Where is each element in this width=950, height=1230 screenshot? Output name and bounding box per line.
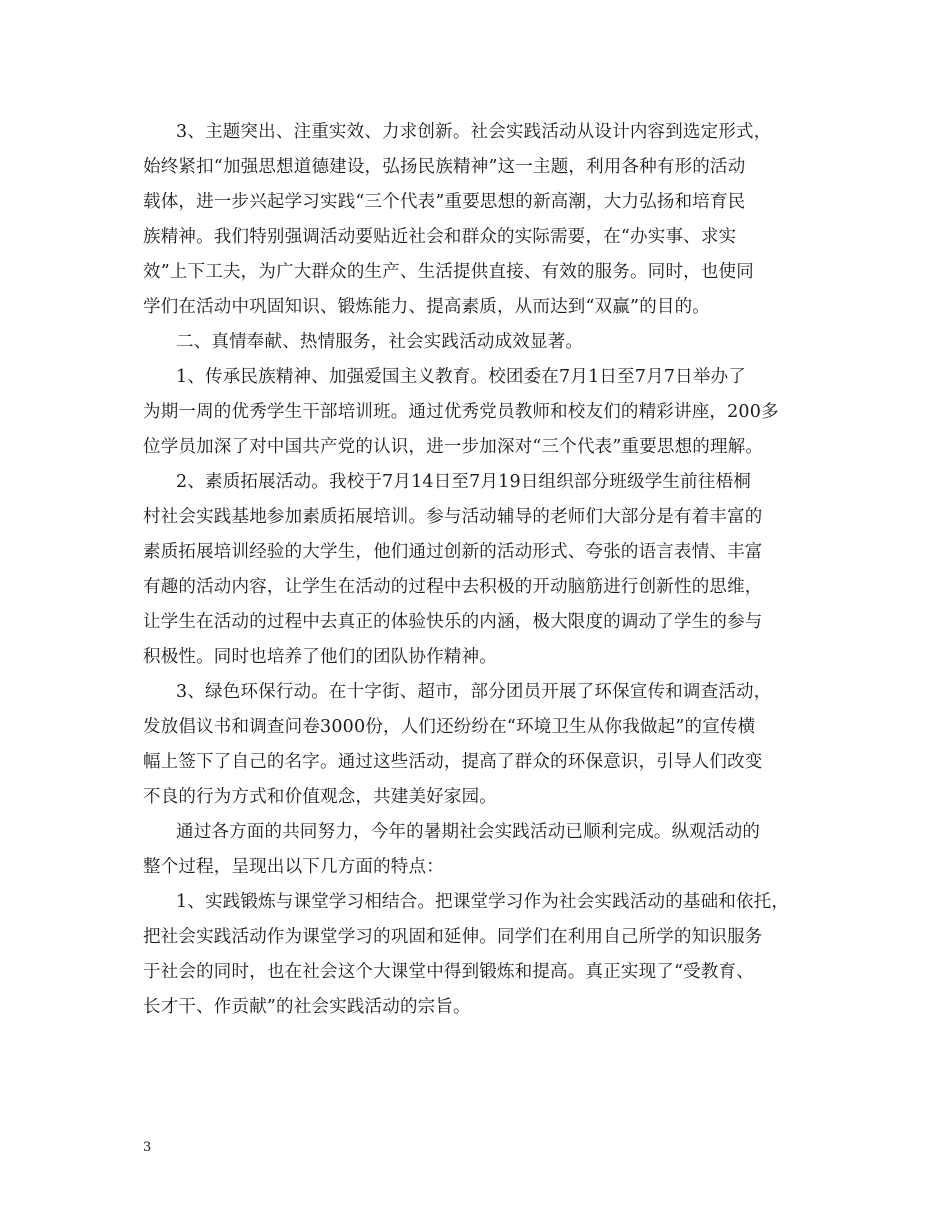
paragraph-line: 1、实践锻炼与课堂学习相结合。把课堂学习作为社会实践活动的基础和依托， (176, 892, 790, 912)
paragraph-line: 3、绿色环保行动。在十字街、超市，部分团员开展了环保宣传和调查活动， (176, 682, 772, 702)
section-heading: 二、真情奉献、热情服务，社会实践活动成效显著。 (176, 332, 584, 352)
paragraph-line: 让学生在活动的过程中去真正的体验快乐的内涵，极大限度的调动了学生的参与 (143, 612, 763, 632)
paragraph-line: 族精神。我们特别强调活动要贴近社会和群众的实际需要，在“办实事、求实 (143, 227, 737, 247)
paragraph-line: 幅上签下了自己的名字。通过这些活动，提高了群众的环保意识，引导人们改变 (143, 752, 763, 772)
paragraph-line: 长才干、作贡献”的社会实践活动的宗旨。 (143, 997, 471, 1017)
paragraph-line: 于社会的同时，也在社会这个大课堂中得到锻炼和提高。真正实现了“受教育、 (143, 962, 754, 982)
paragraph-line: 积极性。同时也培养了他们的团队协作精神。 (143, 647, 497, 667)
paragraph-line: 2、素质拓展活动。我校于7月14日至7月19日组织部分班级学生前往梧桐 (176, 472, 751, 492)
paragraph-line: 3、主题突出、注重实效、力求创新。社会实践活动从设计内容到选定形式， (176, 122, 772, 142)
paragraph-line: 素质拓展培训经验的大学生，他们通过创新的活动形式、夸张的语言表情、丰富 (143, 542, 763, 562)
paragraph-line: 发放倡议书和调查问卷3000份，人们还纷纷在“环境卫生从你我做起”的宣传横 (143, 717, 756, 737)
paragraph-line: 始终紧扣“加强思想道德建设，弘扬民族精神”这一主题，利用各种有形的活动 (143, 157, 746, 177)
page-number: 3 (143, 1140, 152, 1155)
paragraph-line: 为期一周的优秀学生干部培训班。通过优秀党员教师和校友们的精彩讲座，200多 (143, 402, 779, 422)
paragraph-line: 有趣的活动内容，让学生在活动的过程中去积极的开动脑筋进行创新性的思维， (143, 577, 763, 597)
paragraph-line: 整个过程，呈现出以下几方面的特点： (143, 857, 444, 877)
paragraph-line: 载体，进一步兴起学习实践“三个代表”重要思想的新高潮，大力弘扬和培育民 (143, 192, 746, 212)
paragraph-line: 把社会实践活动作为课堂学习的巩固和延伸。同学们在利用自己所学的知识服务 (143, 927, 763, 947)
paragraph-line: 学们在活动中巩固知识、锻炼能力、提高素质，从而达到“双赢”的目的。 (143, 297, 710, 317)
paragraph-line: 效”上下工夫，为广大群众的生产、生活提供直接、有效的服务。同时，也使同 (143, 262, 754, 282)
paragraph-line: 1、传承民族精神、加强爱国主义教育。校团委在7月1日至7月7日举办了 (176, 367, 746, 387)
paragraph-line: 不良的行为方式和价值观念，共建美好家园。 (143, 787, 497, 807)
paragraph-line: 村社会实践基地参加素质拓展培训。参与活动辅导的老师们大部分是有着丰富的 (143, 507, 763, 527)
paragraph-line: 位学员加深了对中国共产党的认识，进一步加深对“三个代表”重要思想的理解。 (143, 437, 764, 457)
paragraph-line: 通过各方面的共同努力，今年的暑期社会实践活动已顺利完成。纵观活动的 (176, 822, 761, 842)
